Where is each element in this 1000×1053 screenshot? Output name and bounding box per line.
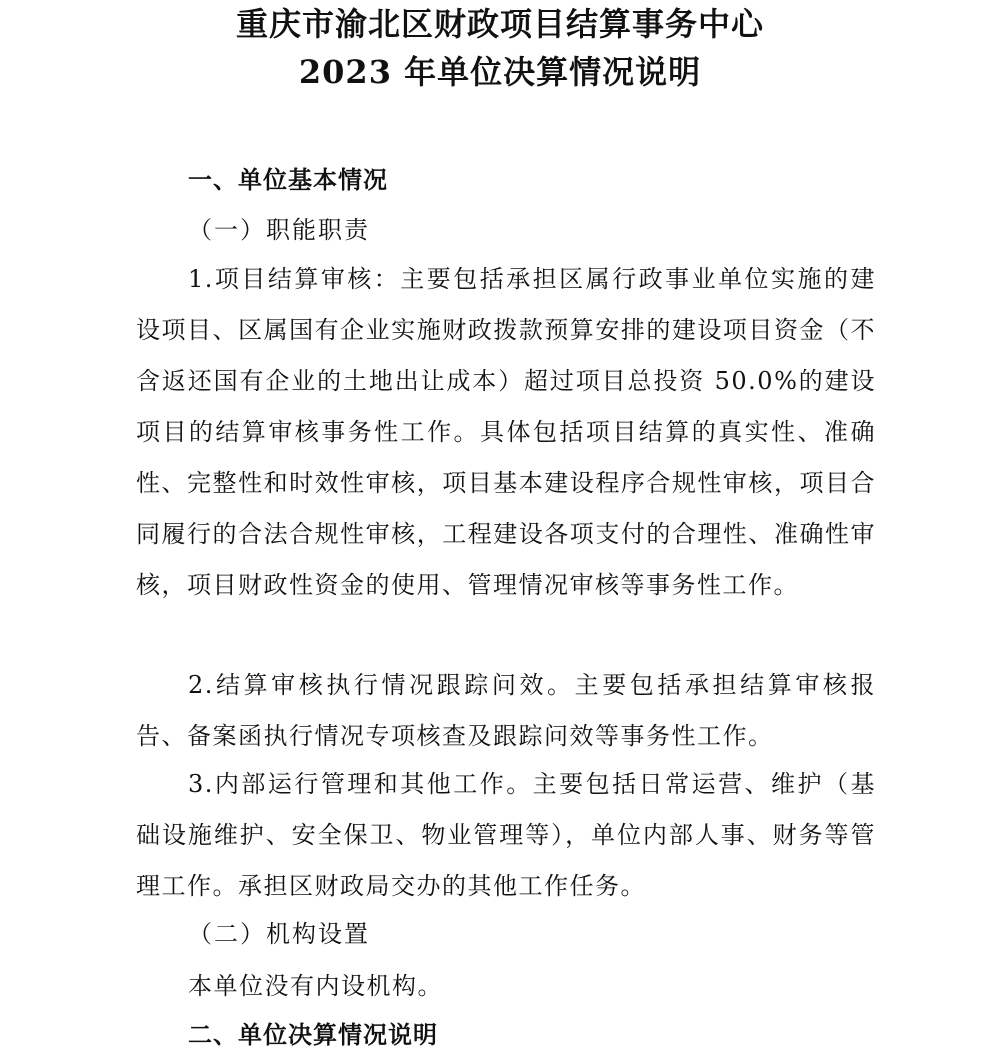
document-title-line1: 重庆市渝北区财政项目结算事务中心: [235, 5, 764, 43]
subsection-1-heading: （一）职能职责: [188, 216, 370, 244]
document-title-line2: 2023 年单位决算情况说明: [298, 53, 702, 91]
paragraph-item-1: 1.项目结算审核：主要包括承担区属行政事业单位实施的建设项目、区属国有企业实施财政拨款预算安排的建设项目资金（不含返还国有企业的土地出让成本）超过项目总投资 50.0%的建设项目的结算审核事务性工作。具体包括项目结算的真实性、准确性、完整性和时效性审核，项目基本建设程序合规性审核，项目合同履行的合法合规性审核，工程建设各项支付的合理性、准确性审核，项目财政性资金的使用、管理情况审核等事务性工作。: [136, 265, 876, 599]
section-2-heading: 二、单位决算情况说明: [188, 1021, 438, 1049]
section-1-heading: 一、单位基本情况: [188, 166, 388, 194]
subsection-2-heading: （二）机构设置: [188, 920, 370, 948]
paragraph-item-2: 2.结算审核执行情况跟踪问效。主要包括承担结算审核报告、备案函执行情况专项核查及跟踪问效等事务性工作。: [136, 671, 876, 750]
paragraph-org-structure: 本单位没有内设机构。: [188, 972, 443, 1000]
paragraph-item-3: 3.内部运行管理和其他工作。主要包括日常运营、维护（基础设施维护、安全保卫、物业管理等），单位内部人事、财务等管理工作。承担区财政局交办的其他工作任务。: [136, 770, 876, 900]
